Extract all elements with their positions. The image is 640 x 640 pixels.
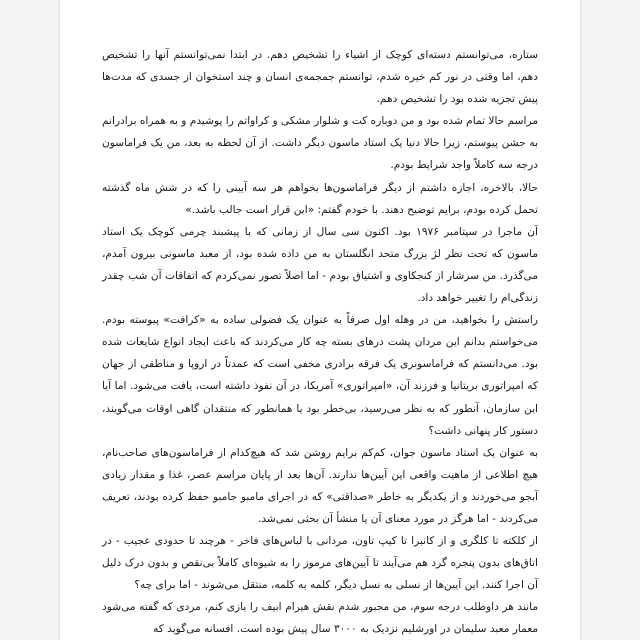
paragraph: حالا، بالاخره، اجازه داشتم از دیگر فراماسون‌ها بخواهم هر سه آیینی را که در شش ماه گذشته تحمل کرده بودم، برایم توضیح دهند. با خودم گفتم: «این قرار است جالب باشد.» — [102, 181, 538, 216]
paragraph: از کلکته تا کلگری و از کانبرا تا کیپ تاون، مردانی با لباس‌های فاخر - هرچند تا حدودی عجیب - در اتاق‌های بدون پنجره گرد هم می‌آیند تا آیین‌های مرموز را به شیوه‌ای کاملاً بی‌نقص و بدون درک دلیل آن اجرا کنند. این آیین‌ها از نسلی به نسل دیگر، کلمه به کلمه، منتقل می‌شوند - اما برای چه؟ — [102, 535, 538, 592]
paragraph: مراسم حالا تمام شده بود و من دوباره کت و شلوار مشکی و کراواتم را پوشیدم و به همراه برادرانم به جشن پیوستم، زیرا حالا دنیا یک استاد ماسون دیگر داشت. از آن لحظه به بعد، من یک فراماسون درجه سه کاملاً واجد شرایط بودم. — [102, 115, 538, 172]
paragraph: مانند هر داوطلب درجه سوم، من مجبور شدم نقش هیرام ابیف را بازی کنم، مردی که گفته می‌شود معمار معبد سلیمان در اورشلیم نزدیک به ۳۰۰۰ سال پیش بوده است. افسانه می‌گوید که — [102, 601, 538, 636]
paragraph: ستاره، می‌توانستم دسته‌ای کوچک از اشیاء را تشخیص دهم. در ابتدا نمی‌توانستم آنها را تشخیص دهم، اما وقتی در نور کم خیره شدم، توانستم جمجمه‌ی انسان و چند استخوان از جسدی که مدت‌ها پیش تجزیه شده بود را تشخیص دهم. — [102, 49, 538, 106]
paragraph: به عنوان یک استاد ماسون جوان، کم‌کم برایم روشن شد که هیچ‌کدام از فراماسون‌های صاحب‌نام، هیچ اطلاعی از ماهیت واقعی این آیین‌ها ندارند. آن‌ها بعد از پایان مراسم عصر، غذا و مقدار زیادی آبجو می‌خوردند و از یکدیگر به خاطر «صداقتی» که در اجرای مامبو جامبو حفظ کرده بودند، تعریف می‌کردند - اما هرگز در مورد معنای آن یا منشأ آن بحثی نمی‌شد. — [102, 446, 538, 525]
document-page — [60, 0, 580, 640]
paragraph: راستش را بخواهید، من در وهله اول صرفاً به عنوان یک فضولی ساده به «کرافت» پیوسته بودم. می‌خواستم بدانم این مردان پشت درهای بسته چه کار می‌کردند که باعث ایجاد انواع شایعات شده بود. می‌دانستم که فراماسونری یک فرقه برادری مخفی است که عمدتاً در اروپا و مناطقی از جهان که امپراتوری بریتانیا و فرزند آن، «امپراتوری» آمریکا، در آن نفوذ داشته است، یافت می‌شود. اما آیا این سازمان، آنطور که به نظر می‌رسید، بی‌خطر بود یا همانطور که منتقدان گاهی اوقات می‌گویند، دستور کار پنهانی داشت؟ — [102, 314, 538, 437]
paragraph: آن ماجرا در سپتامبر ۱۹۷۶ بود. اکنون سی سال از زمانی که با پیشبند چرمی کوچک یک استاد ماسون که تحت نظر لژ بزرگ متحد انگلستان به من داده شده بود، از معبد ماسونی بیرون آمدم، می‌گذرد. من سرشار از کنجکاوی و اشتیاق بودم - اما اصلاً تصور نمی‌کردم که اتفاقات آن شب چقدر زندگی‌ام را تغییر خواهد داد. — [102, 225, 539, 305]
document-body — [102, 44, 538, 640]
